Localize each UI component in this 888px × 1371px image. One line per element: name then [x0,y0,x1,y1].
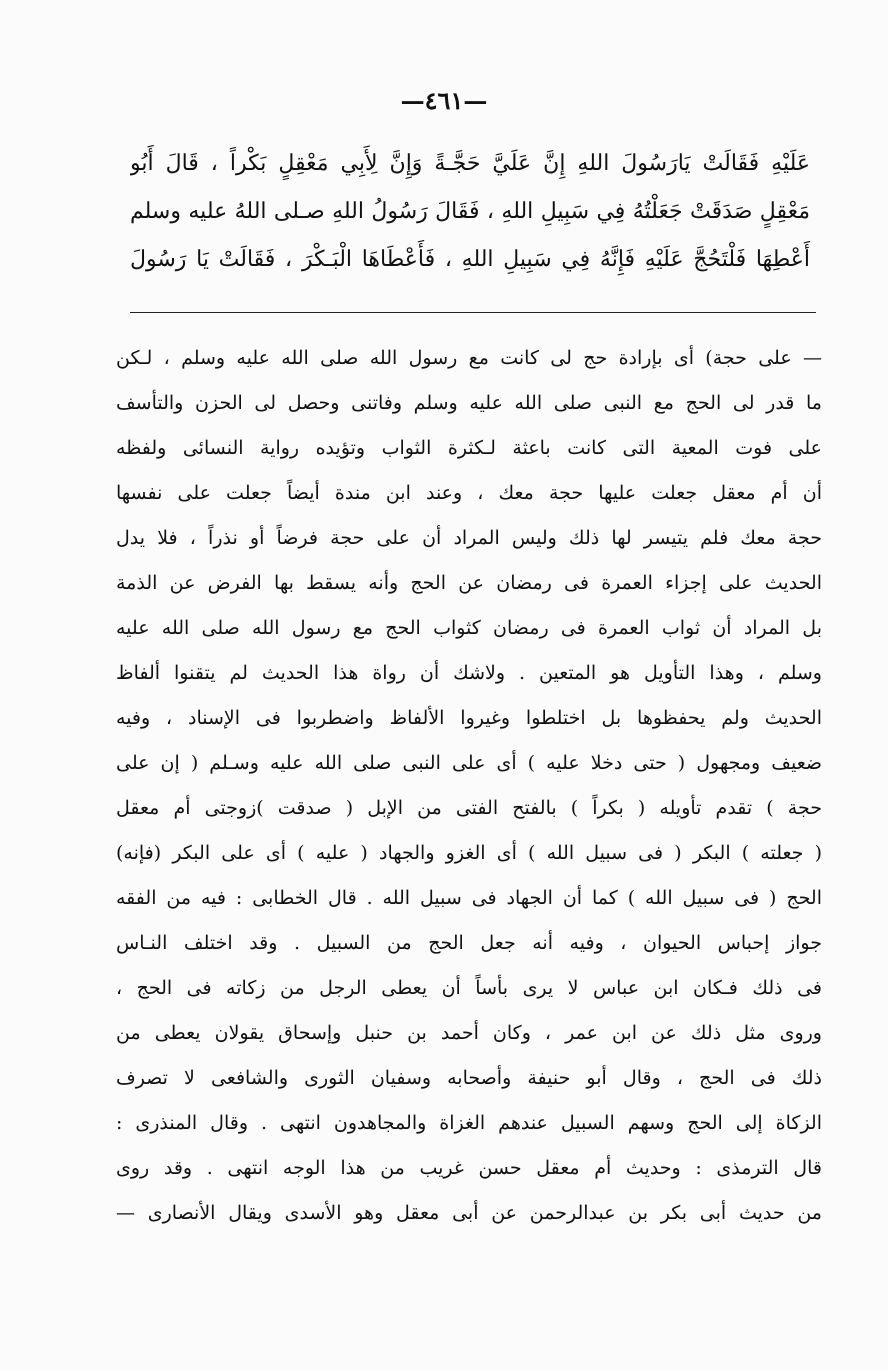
commentary-line: الزكاة إلى الحج وسهم السبيل عندهم الغزاة والمجاهدون انتهى . وقال المنذرى : [116,1112,822,1134]
commentary-line: على فوت المعية التى كانت باعثة لـكثرة الثواب وتؤيده رواية النسائى ولفظه [116,437,822,459]
commentary-line: فى ذلك فـكان ابن عباس لا يرى بأساً أن يعطى الرجل من زكاته فى الحج ، [116,977,822,999]
hadith-line: أَعْطِهَا فَلْتَحُجَّ عَلَيْهِ فَإِنَّهُ فِي سَبِيلِ اللهِ ، فَأَعْطَاهَا الْبَـكْرَ ، فَقَالَتْ يَا رَسُولَ [130,247,810,272]
commentary-line: الحديث على إجزاء العمرة فى رمضان عن الحج وأنه يسقط بها الفرض عن الذمة [116,572,822,594]
commentary-line: الحديث ولم يحفظوها بل اختلطوا وغيروا الألفاظ واضطربوا فى الإسناد ، وفيه [116,707,822,729]
commentary-line: حجة معك فلم يتيسر لها ذلك وليس المراد أن على حجة فرضاً أو نذراً ، فلا يدل [116,527,822,549]
commentary-line: أن أم معقل جعلت عليها حجة معك ، وعند ابن مندة أيضاً جعلت على نفسها [116,482,822,504]
commentary-line: ذلك فى الحج ، وقال أبو حنيفة وأصحابه وسفيان الثورى والشافعى لا تصرف [116,1067,822,1089]
page-number: —٤٦١— [400,86,488,115]
commentary-line: جواز إحباس الحيوان ، وفيه أنه جعل الحج من السبيل . وقد اختلف النـاس [116,932,822,954]
commentary-line: الحج ( فى سبيل الله ) كما أن الجهاد فى سبيل الله . قال الخطابى : فيه من الفقه [116,887,822,909]
commentary-line: ضعيف ومجهول ( حتى دخلا عليه ) أى على النبى صلى الله عليه وسـلم ( إن على [116,752,822,774]
commentary-line: وسلم ، وهذا التأويل هو المتعين . ولاشك أن رواة هذا الحديث لم يتقنوا ألفاظ [116,662,822,684]
commentary-line: بل المراد أن ثواب العمرة فى رمضان كثواب الحج مع رسول الله صلى الله عليه [116,617,822,639]
commentary-line: ما قدر لى الحج مع النبى صلى الله عليه وسلم وفاتنى وحصل لى الحزن والتأسف [116,392,822,414]
hadith-line: عَلَيْهِ فَقَالَتْ يَارَسُولَ اللهِ إِنَّ عَلَيَّ حَجَّـةً وَإِنَّ لِأَبِي مَعْقِلٍ بَكْراً ، قَالَ أَبُو [130,151,810,176]
commentary-line: ( جعلته ) البكر ( فى سبيل الله ) أى الغزو والجهاد ( عليه ) أى على البكر (فإنه) [116,842,822,864]
commentary-text [116,336,822,1236]
hadith-line: مَعْقِلٍ صَدَقَتْ جَعَلْتُهُ فِي سَبِيلِ اللهِ ، فَقَالَ رَسُولُ اللهِ صـلى اللهُ عليه وسلم [130,199,810,224]
hadith-text [130,140,810,284]
commentary-line: حجة ) تقدم تأويله ( بكراً ) بالفتح الفتى من الإبل ( صدقت )زوجتى أم معقل [116,797,822,819]
commentary-line: وروى مثل ذلك عن ابن عمر ، وكان أحمد بن حنبل وإسحاق يقولان يعطى من [116,1022,822,1044]
commentary-line: — على حجة) أى بإرادة حج لى كانت مع رسول الله صلى الله عليه وسلم ، لـكن [116,347,822,369]
commentary-line: من حديث أبى بكر بن عبدالرحمن عن أبى معقل وهو الأسدى ويقال الأنصارى — [116,1202,822,1224]
section-divider [130,312,816,313]
commentary-line: قال الترمذى : وحديث أم معقل حسن غريب من هذا الوجه انتهى . وقد روى [116,1157,822,1179]
